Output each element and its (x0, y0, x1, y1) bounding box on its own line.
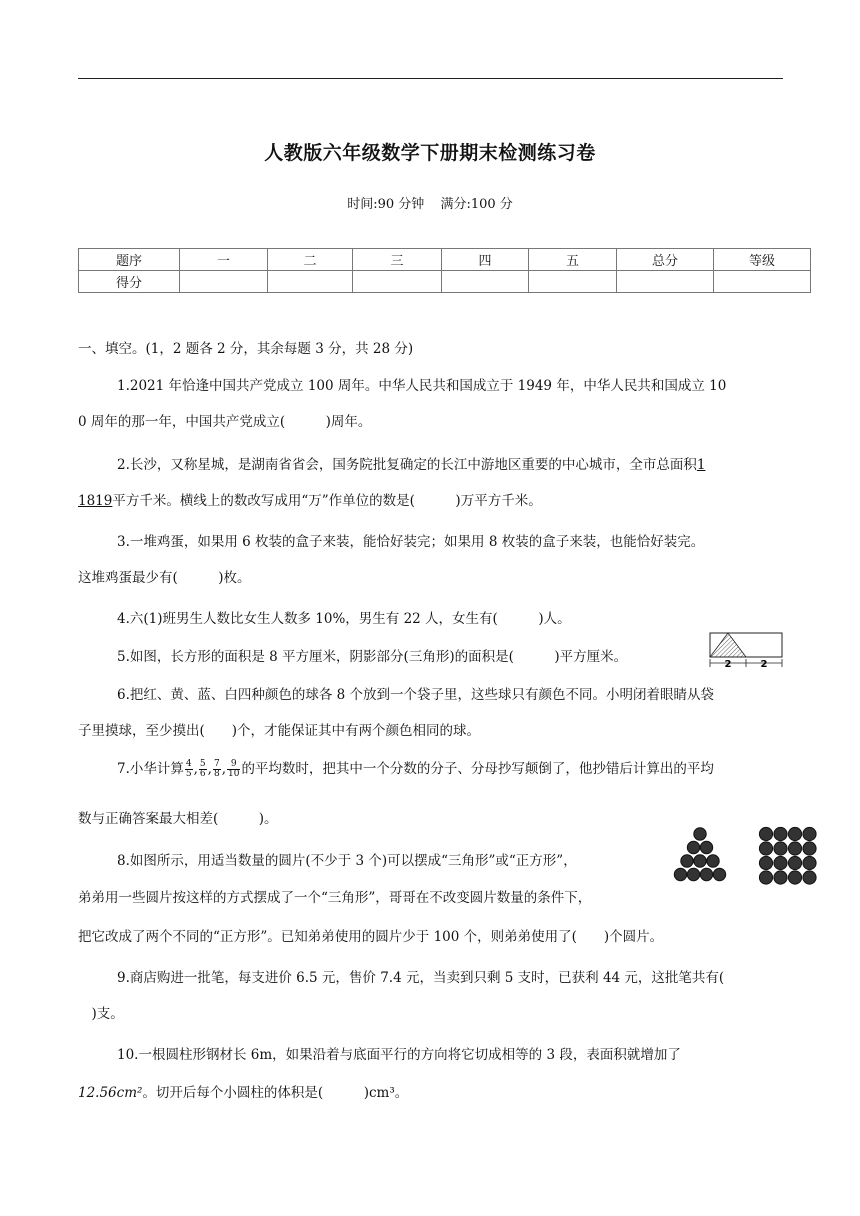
q9-line1: 9.商店购进一批笔，每支进价 6.5 元，售价 7.4 元，当卖到只剩 5 支时，已获利 44 元，这批笔共有( (117, 970, 725, 986)
score-cell (617, 271, 714, 293)
time-label: 时间:90 分钟 (347, 197, 425, 212)
score-table-header: 等级 (714, 249, 811, 271)
disc (700, 841, 712, 853)
disc (694, 828, 706, 840)
disc (759, 871, 772, 884)
score-table-header-row (79, 249, 811, 271)
disc (788, 827, 801, 840)
score-table-header: 三 (353, 249, 442, 271)
disc (803, 871, 816, 884)
score-table-header: 四 (442, 249, 529, 271)
q2-text: 2.长沙，又称星城，是湖南省省会，国务院批复确定的长江中游地区重要的中心城市，全市总面积 (117, 457, 697, 473)
disc (803, 827, 816, 840)
disc (687, 868, 699, 880)
score-row-label: 得分 (79, 271, 180, 293)
disc (788, 871, 801, 884)
q3-line1: 3.一堆鸡蛋，如果用 6 枚装的盒子来装，能恰好装完；如果用 8 枚装的盒子来装，也能恰好装完。 (117, 534, 705, 550)
q2-underlined-number: 1819 (78, 493, 113, 509)
dimension-label: 2 (724, 659, 732, 668)
score-table-header: 一 (180, 249, 268, 271)
disc (681, 855, 693, 867)
q2-underlined-number: 1 (696, 457, 706, 473)
q7-text: 7.小华计算 (117, 761, 184, 777)
score-table-row (79, 271, 811, 293)
q8-triangle-discs-figure (668, 826, 732, 886)
q1-line2: 0 周年的那一年，中国共产党成立( )周年。 (78, 414, 372, 430)
score-cell (529, 271, 617, 293)
disc (700, 868, 712, 880)
score-cell (442, 271, 529, 293)
q7-line2: 数与正确答案最大相差( )。 (78, 811, 278, 827)
q2-line2 (78, 492, 542, 510)
disc (687, 841, 699, 853)
disc (674, 868, 686, 880)
score-cell (268, 271, 353, 293)
q8-line3: 把它改成了两个不同的“正方形”。已知弟弟使用的圆片少于 100 个，则弟弟使用了( )个圆片。 (78, 929, 664, 945)
fraction: $\frac{5}{6}$ (199, 759, 206, 779)
score-table-header: 总分 (617, 249, 714, 271)
page-title: 人教版六年级数学下册期末检测练习卷 (264, 142, 596, 164)
q8-line1: 8.如图所示，用适当数量的圆片(不少于 3 个)可以摆成“三角形”或“正方形”， (117, 853, 577, 869)
disc (788, 856, 801, 869)
q7-text: 的平均数时，把其中一个分数的分子、分母抄写颠倒了，他抄错后计算出的平均 (241, 761, 714, 777)
exam-info (0, 193, 860, 212)
q10-line2 (78, 1084, 408, 1102)
shaded-triangle (710, 633, 746, 657)
q8-square-discs-figure (758, 826, 820, 886)
disc (774, 842, 787, 855)
q5-rectangle-figure (706, 632, 784, 668)
q10-text: 。切开后每个小圆柱的体积是( )cm³。 (142, 1085, 409, 1101)
fraction: $\frac{9}{10}$ (227, 759, 240, 779)
q1-line1: 1.2021 年恰逢中国共产党成立 100 周年。中华人民共和国成立于 1949 年，中华人民共和国成立 10 (117, 378, 727, 394)
score-cell (353, 271, 442, 293)
disc (707, 855, 719, 867)
disc (759, 827, 772, 840)
dimension-label: 2 (760, 659, 768, 668)
score-table-header: 二 (268, 249, 353, 271)
disc (803, 842, 816, 855)
disc (774, 827, 787, 840)
disc (759, 856, 772, 869)
q4-text: 4.六(1)班男生人数比女生人数多 10%，男生有 22 人，女生有( )人。 (117, 611, 571, 627)
disc (694, 855, 706, 867)
disc (803, 856, 816, 869)
q2-line1 (117, 456, 705, 474)
section-heading: 一、填空。(1，2 题各 2 分，其余每题 3 分，共 28 分) (78, 341, 414, 357)
score-cell (714, 271, 811, 293)
disc (774, 856, 787, 869)
q8-line2: 弟弟用一些圆片按这样的方式摆成了一个“三角形”，哥哥在不改变圆片数量的条件下， (78, 890, 592, 906)
q2-text: 平方千米。横线上的数改写成用“万”作单位的数是( )万平方千米。 (112, 493, 542, 509)
disc (713, 868, 725, 880)
fraction: $\frac{4}{5}$ (185, 759, 192, 779)
q6-line1: 6.把红、黄、蓝、白四种颜色的球各 8 个放到一个袋子里，这些球只有颜色不同。小明闭着眼睛从袋 (117, 687, 715, 703)
disc (788, 842, 801, 855)
q7-line1: 7.小华计算 $\frac{4}{5}$ , $\frac{5}{6}$ , $\frac{7}{8}$ , $\frac{9}{10}$ 的平均数时，把其中一个分数的分子、分母抄写颠倒了，他抄错后计算出的平均 (117, 759, 714, 779)
q6-line2: 子里摸球，至少摸出( )个，才能保证其中有两个颜色相同的球。 (78, 723, 481, 739)
q5-text: 5.如图，长方形的面积是 8 平方厘米，阴影部分(三角形)的面积是( )平方厘米。 (117, 649, 628, 665)
fraction: $\frac{7}{8}$ (213, 759, 220, 779)
disc (774, 871, 787, 884)
score-table-header: 题序 (79, 249, 180, 271)
q3-line2: 这堆鸡蛋最少有( )枚。 (78, 570, 251, 586)
q10-line1: 10.一根圆柱形钢材长 6m，如果沿着与底面平行的方向将它切成相等的 3 段，表面积就增加了 (117, 1047, 681, 1063)
score-table-header: 五 (529, 249, 617, 271)
q9-line2: )支。 (78, 1006, 124, 1022)
score-table (78, 248, 811, 293)
disc (759, 842, 772, 855)
score-cell (180, 271, 268, 293)
header-rule (78, 78, 783, 79)
score-label: 满分:100 分 (440, 197, 513, 212)
q10-math-area: 12.56cm² (78, 1085, 143, 1101)
